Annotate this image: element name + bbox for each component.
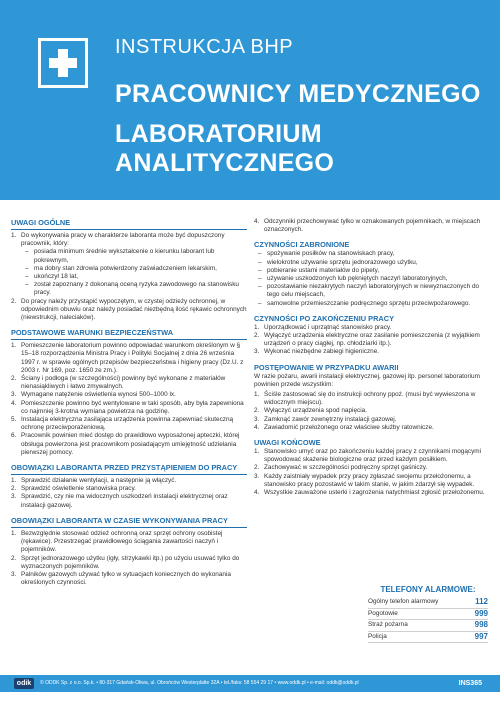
phones-title: TELEFONY ALARMOWE: <box>380 585 476 594</box>
sub-item: – ukończył 18 lat, <box>25 273 79 281</box>
phone-row: Straż pożarna 998 <box>368 620 488 632</box>
list-item: 1. Stanowisko umyć oraz po zakończeniu każdej pracy z czynnikami mogącymi spowodować skażenie biologiczne oraz przed każdym posiłkiem. <box>254 448 482 464</box>
list-item: 1. Do wykonywania pracy w charakterze laboranta może być dopuszczony pracownik, który: <box>11 232 225 248</box>
list-item: 2. Do pracy należy przystąpić wypoczętym, w czystej odzieży ochronnej, w odpowiednim obuwiu oraz należy posiadać niezbędną ilość rękawic ochronnych (niewstrukcji, naleciaków). <box>11 297 247 322</box>
list-item: 6. Pracownik powinien mieć dostęp do prawidłowo wyposażonej apteczki, której obsługa powierzona jest pracownikom posiadającym umiejętność udzielania pierwszej pomocy. <box>11 432 240 456</box>
left-column <box>11 218 247 587</box>
section-title: OBOWIĄZKI LABORANTA W CZASIE WYKONYWANIA PRACY <box>11 516 247 528</box>
sub-item: – został zapoznany z dokonaną oceną ryzyka zawodowego na stanowisku pracy. <box>25 281 239 297</box>
section-title: UWAGI OGÓLNE <box>11 218 247 230</box>
sub-item: – używanie uszkodzonych lub pękniętych naczyń laboratoryjnych, <box>258 275 448 283</box>
sub-item: – posiada minimum średnie wykształcenie o kierunku laborant lub pokrewnym, <box>25 248 215 264</box>
list-item: 1. Pomieszczenie laboratorium powinno odpowiadać warunkom określonym w § 15–18 rozporządzenia Ministra Pracy i Polityki Socjalnej z dnia 26 września 1997 r. w sprawie ogólnych przepisów bezpieczeństwa i higieny pracy (Dz.U. z 2003 r. Nr 169, poz. 1650 ze zm.). <box>11 342 244 374</box>
list-item: 2. Sprzęt jednorazowego użytku (igły, strzykawki itp.) po użyciu usuwać tylko do wyznaczonych pojemników. <box>11 554 240 570</box>
document-code: INS365 <box>458 680 482 687</box>
list-item: 1. Bezwzględnie stosować odzież ochronną oraz sprzęt ochrony osobistej (rękawice). Przestrzegać prawidłowego ściągania zawartości naczyń i pojemników. <box>11 529 223 554</box>
list-item: 2. Ściany i podłoga (w szczególności) powinny być wykonane z materiałów nienasiąkliwych i łatwo zmywalnych. <box>11 375 226 391</box>
header-banner <box>0 0 500 200</box>
list-item: 2. Wyłączyć urządzenia spod napięcia. <box>254 407 367 415</box>
list-item: 3. Zamknąć zawór zewnętrzny instalacji gazowej. <box>254 415 397 423</box>
pretitle: INSTRUKCJA BHP <box>115 36 294 58</box>
section-title: CZYNNOŚCI ZABRONIONE <box>254 240 350 250</box>
list-item: 4. Pomieszczenie powinno być wentylowane w taki sposób, aby była zapewniona co najmniej 3-krotna wymiana powietrza na godzinę. <box>11 399 244 415</box>
list-item: 3. Wykonać niezbędne zabiegi higieniczne. <box>254 348 380 356</box>
footer-bar <box>0 675 500 692</box>
list-item: 2. Sprawdzić oświetlenie stanowiska pracy. <box>11 485 136 493</box>
phone-row: Pogotowie 999 <box>368 609 488 621</box>
list-item: 1. Uporządkować i uprzątnąć stanowisko pracy. <box>254 323 392 331</box>
list-item: 4. Zawiadomić przełożonego oraz właściwe służby ratownicze. <box>254 423 434 431</box>
section-title: OBOWIĄZKI LABORANTA PRZED PRZYSTĄPIENIEM DO PRACY <box>11 463 247 475</box>
footer-text: © ODDK Sp. z o.o. Sp.k. • 80-317 Gdańsk-Oliwa, ul. Obrońców Westerplatte 32A • tel./faks: 58 554 29 17 • www.oddk.pl • e-mail: oddk@oddk.pl <box>40 680 359 686</box>
page-title-line2: LABORATORIUM ANALITYCZNEGO <box>115 120 335 177</box>
right-column <box>254 218 490 497</box>
paragraph: W razie pożaru, awarii instalacji elektrycznej, gazowej itp. personel laboratorium powinien przede wszystkim: <box>254 372 480 388</box>
list-item: 5. Instalacja elektryczna zasilająca urządzenia powinna zapewniać skuteczną ochronę przeciwporażeniową. <box>11 416 234 432</box>
page-title-line1: PRACOWNICY MEDYCZNEGO <box>115 80 481 108</box>
list-item: 1. Sprawdzić działanie wentylacji, a następnie ją włączyć. <box>11 477 177 485</box>
section-title: CZYNNOŚCI PO ZAKOŃCZENIU PRACY <box>254 313 395 323</box>
list-item: 2. Zachowywać w szczególności podręczny sprzęt gaśniczy. <box>254 464 428 472</box>
section-title: UWAGI KOŃCOWE <box>254 438 321 448</box>
list-item: 2. Wyłączyć urządzenia elektryczne oraz zasilanie pomieszczenia (z wyjątkiem urządzeń o pracy ciągłej, np. chłodziarki itp.). <box>254 332 480 348</box>
phone-row: Policja 997 <box>368 632 488 644</box>
sub-item: – pobieranie ustami materiałów do pipety, <box>258 266 380 274</box>
section-title: PODSTAWOWE WARUNKI BEZPIECZEŃSTWA <box>11 328 247 340</box>
list-item: 1. Ściśle zastosować się do instrukcji ochrony ppoż. (musi być wywieszona w widocznym miejscu). <box>254 391 476 407</box>
sub-item: – ma dobry stan zdrowia potwierdzony zaświadczeniem lekarskim, <box>25 264 217 272</box>
list-item: 4. Odczynniki przechowywać tylko w oznakowanych pojemnikach, w miejscach oznaczonych. <box>254 218 481 234</box>
list-item: 3. Sprawdzić, czy nie ma widocznych uszkodzeń instalacji elektrycznej oraz instalacji gazowej. <box>11 493 228 509</box>
sub-item: – spożywanie posiłków na stanowiskach pracy, <box>258 250 395 258</box>
phone-row: Ogólny telefon alarmowy 112 <box>368 597 488 609</box>
list-item: 3. Wymagane natężenie oświetlenia wynosi 500–1000 lx. <box>11 391 176 399</box>
sub-item: – pozostawianie niezakrytych naczyń laboratoryjnych w niewyznaczonych do tego celu miejscach, <box>258 283 480 299</box>
first-aid-cross-icon <box>38 38 88 88</box>
section-title: POSTĘPOWANIE W PRZYPADKU AWARII <box>254 362 399 372</box>
list-item: 3. Palników gazowych używać tylko w sytuacjach koniecznych do wykonania określonych czynności. <box>11 570 231 587</box>
emergency-phones <box>368 585 488 643</box>
publisher-logo: odik <box>14 678 34 689</box>
sub-item: – samowolne przemieszczanie podręcznego sprzętu przeciwpożarowego. <box>258 299 471 307</box>
sub-item: – wielokrotne używanie sprzętu jednorazowego użytku, <box>258 258 418 266</box>
list-item: 3. Każdy zaistniały wypadek przy pracy zgłaszać swojemu przełożonemu, a stanowisko pracy pozostawić w takim stanie, w jakim zdarzył się wypadek. <box>254 472 475 488</box>
list-item: 4. Wszystkie zauważone usterki i zagrożenia natychmiast zgłosić przełożonemu. <box>254 489 485 497</box>
